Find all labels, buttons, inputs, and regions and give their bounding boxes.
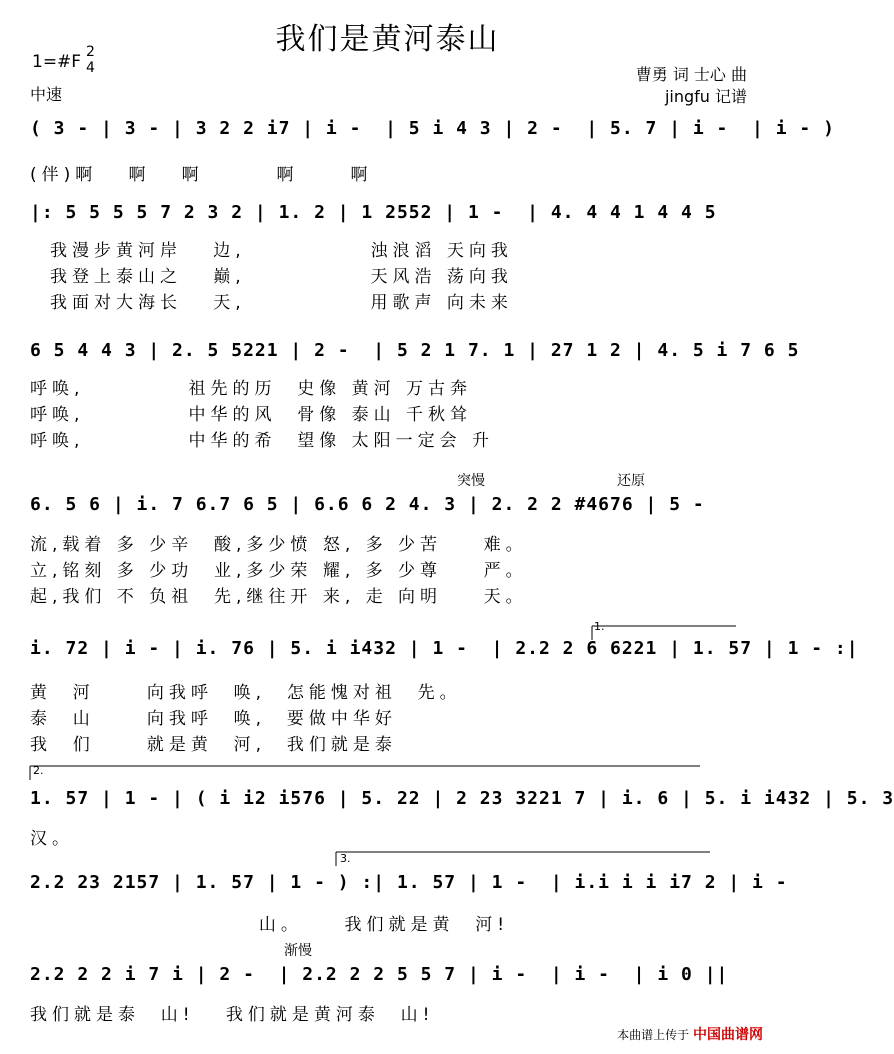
lyric-line: 山。 我们就是黄 河! [30,915,510,935]
time-signature-top: 2 [86,44,95,60]
lyric-line: 我 们 就是黄 河, 我们就是泰 [30,735,397,755]
notation-line: 2.2 2 2 i 7 i | 2 - | 2.2 2 2 5 5 7 | i - | i - | i 0 || [30,964,729,985]
lyric-line: 流,载着 多 少辛 酸,多少愤 怒, 多 少苦 难。 [30,535,528,555]
lyric-line: 呼唤, 中华的希 望像 太阳一定会 升 [30,431,495,451]
lyric-line: 呼唤, 中华的风 骨像 泰山 千秋耸 [30,405,473,425]
lyric-line: 起,我们 不 负祖 先,继往开 来, 走 向明 天。 [30,587,528,607]
sudden-slow-mark: 突慢 [457,473,485,489]
notation-line: i. 72 | i - | i. 76 | 5. i i432 | 1 - | 2.2 2 6 6221 | 1. 57 | 1 - :| [30,638,859,659]
notation-line: 1. 57 | 1 - | ( i i2 i576 | 5. 22 | 2 23 3221 7 | i. 6 | 5. i i432 | 5. 3 [30,788,894,809]
notation-line: 6 5 4 4 3 | 2. 5 5221 | 2 - | 5 2 1 7. 1 | 27 1 2 | 4. 5 i 7 6 5 [30,340,800,361]
transcriber: jingfu 记谱 [664,87,747,106]
lyric-line: 呼唤, 祖先的历 史像 黄河 万古奔 [30,379,473,399]
volta-3-label: 3. [340,852,351,865]
notation-line: ( 3 - | 3 - | 3 2 2 i7 | i - | 5 i 4 3 | 2 - | 5. 7 | i - | i - ) [30,118,835,139]
notation-line: 6. 5 6 | i. 7 6.7 6 5 | 6.6 6 2 4. 3 | 2. 2 2 #4676 | 5 - [30,494,705,515]
tempo-mark: 中速 [30,85,63,104]
page-title: 我们是黄河泰山 [275,22,500,57]
lyric-line: 泰 山 向我呼 唤, 要做中华好 [30,709,397,729]
lyric-line: 我们就是泰 山! 我们就是黄河泰 山! [30,1005,435,1025]
lyric-line: 立,铭刻 多 少功 业,多少荣 耀, 多 少尊 严。 [30,561,528,581]
notation-line: 2.2 23 2157 | 1. 57 | 1 - ) :| 1. 57 | 1 - | i.i i i i7 2 | i - [30,872,788,893]
restore-mark: 还原 [617,473,645,489]
volta-1-label: 1. [594,620,605,633]
volta-2-label: 2. [33,764,44,777]
time-signature-bottom: 4 [86,60,95,76]
lyric-line: 我漫步黄河岸 边, 浊浪滔 天向我 [50,241,513,261]
site-logo[interactable]: 中国曲谱网 [693,1027,763,1043]
lyric-line: 我面对大海长 天, 用歌声 向未来 [50,293,513,313]
notation-line: |: 5 5 5 5 7 2 3 2 | 1. 2 | 1 2552 | 1 - | 4. 4 4 1 4 4 5 [30,202,717,223]
gradual-slow-mark: 渐慢 [284,943,312,959]
footer [617,1024,763,1044]
lyric-line: (伴)啊 啊 啊 啊 啊 [30,165,373,185]
lyric-line: 我登上泰山之 巅, 天风浩 荡向我 [50,267,513,287]
lyric-line: 黄 河 向我呼 唤, 怎能愧对祖 先。 [30,683,462,703]
footer-upload-text: 本曲谱上传于 [617,1028,690,1042]
credits: 曹勇 词 士心 曲 [635,65,747,84]
lyric-line: 汉。 [30,829,74,849]
key-signature: 1=#F [32,52,82,72]
